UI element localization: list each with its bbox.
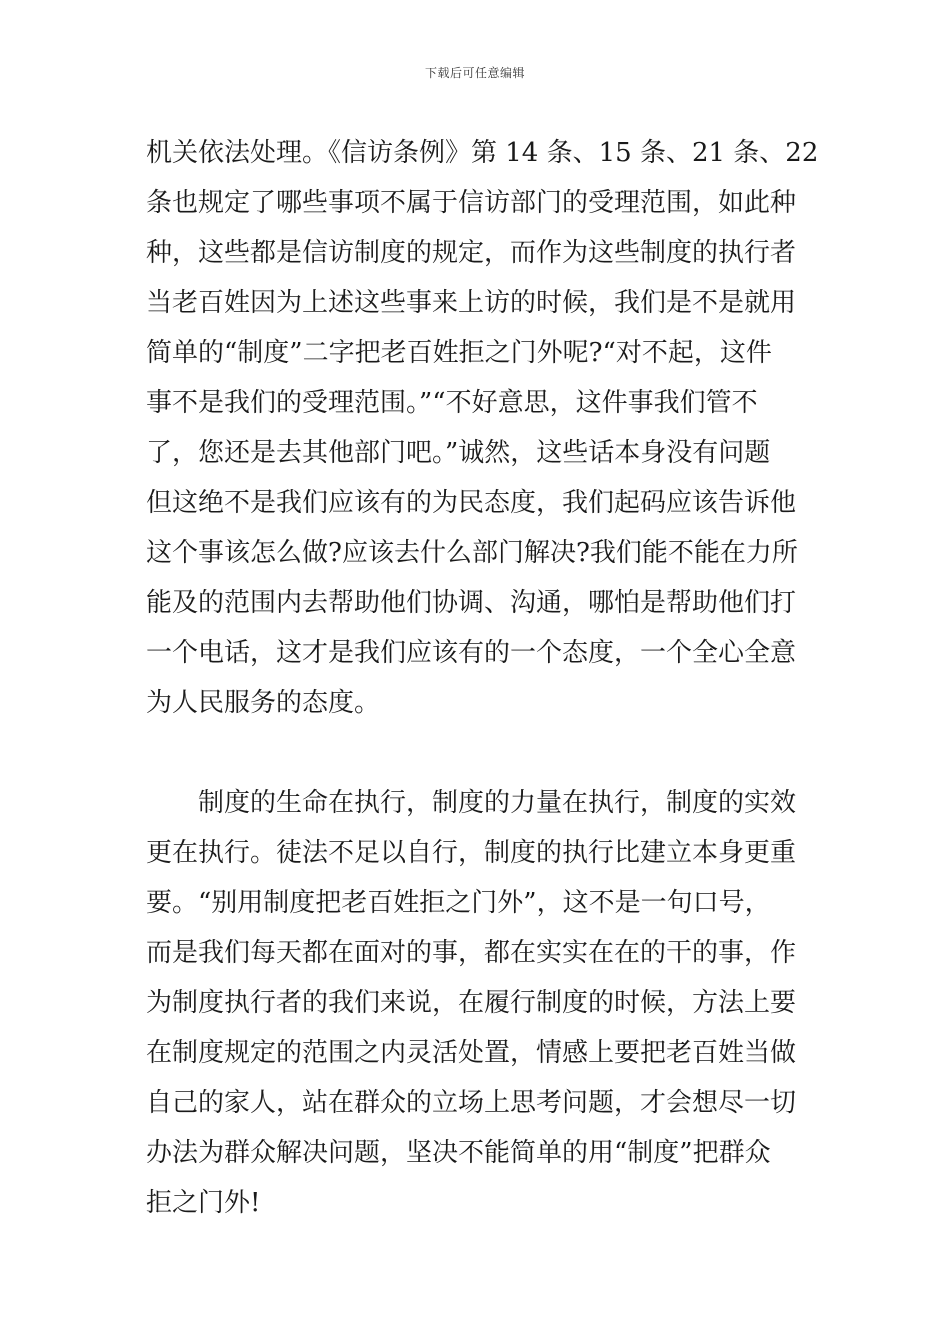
text-line: 能及的范围内去帮助他们协调、沟通，哪怕是帮助他们打 [146,588,797,618]
paragraph-spacer [146,728,806,778]
text-line: 这个事该怎么做?应该去什么部门解决?我们能不能在力所 [146,538,798,568]
text-line: 办法为群众解决问题，坚决不能简单的用“制度”把群众 [146,1138,771,1168]
document-body [146,128,819,1228]
text-line: 当老百姓因为上述这些事来上访的时候，我们是不是就用 [146,288,797,318]
page-header: 下载后可任意编辑 [424,66,525,80]
text-line: 但这绝不是我们应该有的为民态度，我们起码应该告诉他 [146,488,797,518]
text-line: 在制度规定的范围之内灵活处置，情感上要把老百姓当做 [146,1038,797,1068]
text-line: 制度的生命在执行，制度的力量在执行，制度的实效 [198,788,797,818]
text-line: 拒之门外! [146,1188,261,1218]
text-line: 而是我们每天都在面对的事，都在实实在在的干的事，作 [146,938,797,968]
text-line: 了，您还是去其他部门吧。”诚然，这些话本身没有问题 [146,438,771,468]
text-line: 机关依法处理。《信访条例》第 14 条、15 条、21 条、22 [146,138,819,168]
text-line: 种，这些都是信访制度的规定，而作为这些制度的执行者 [146,238,797,268]
text-line: 为制度执行者的我们来说，在履行制度的时候，方法上要 [146,988,797,1018]
text-line: 简单的“制度”二字把老百姓拒之门外呢?“对不起，这件 [146,338,772,368]
text-line: 事不是我们的受理范围。”“不好意思，这件事我们管不 [146,388,758,418]
text-line: 要。“别用制度把老百姓拒之门外”，这不是一句口号， [146,888,771,918]
text-line: 为人民服务的态度。 [146,688,381,718]
paragraph-2 [146,778,806,1228]
text-line: 更在执行。徒法不足以自行，制度的执行比建立本身更重 [146,838,797,868]
paragraph-1 [146,128,819,728]
text-line: 自己的家人，站在群众的立场上思考问题，才会想尽一切 [146,1088,797,1118]
text-line: 一个电话，这才是我们应该有的一个态度，一个全心全意 [146,638,797,668]
text-line: 条也规定了哪些事项不属于信访部门的受理范围，如此种 [146,188,797,218]
